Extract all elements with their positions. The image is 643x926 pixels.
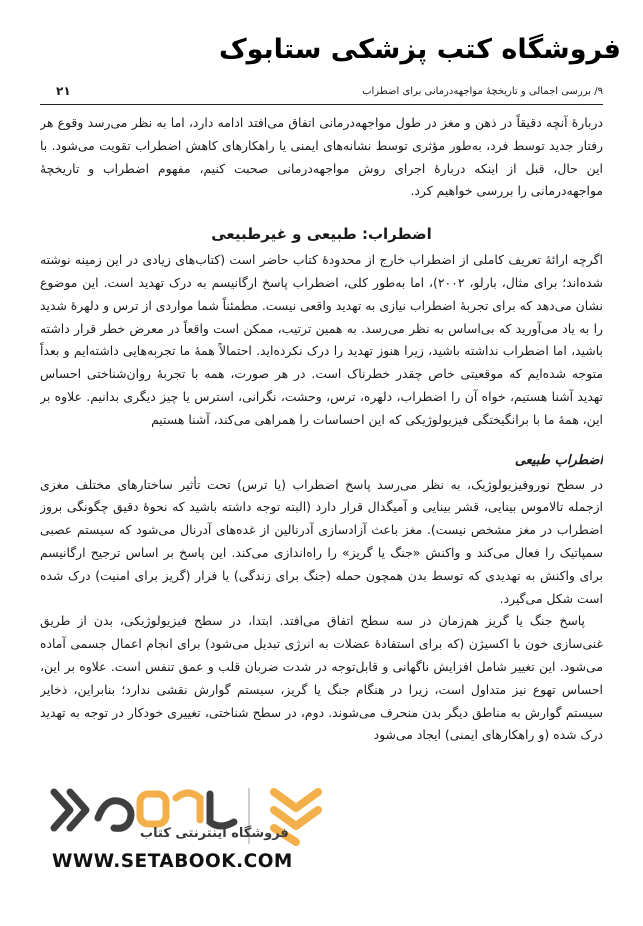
page-number: ۲۱ <box>56 84 71 98</box>
subsection-paragraph-1: در سطح نوروفیزیولوژیک، به نظر می‌رسد پاسخ اضطراب (یا ترس) تحت تأثیر ساختارهای مختلف مغزی ازجمله تالاموس بینایی، قشر بینایی و آمیگدال قرار دارد (البته توجه داشته باشید که نحوۀ دقیق چگونگی بروز اضطراب در مغز مشخص نیست). مغز باعث آزادسازی آدرنالین از غده‌های آدرنال می‌شود که سیستم عصبی سمپاتیک را فعال می‌کند و واکنش «جنگ یا گریز» را راه‌اندازی می‌کند. این پاسخ بر اساس ترجیح ارگانیسم برای واکنش به تهدیدی که توسط بدن همچون حمله (جنگ برای زندگی) یا فرار (گریز برای امنیت) درک شده است شکل می‌گیرد. <box>40 476 603 606</box>
page-body <box>40 112 603 756</box>
store-title: فروشگاه کتب پزشکی ستابوک <box>218 34 621 65</box>
chapter-title: ۹/ بررسی اجمالی و تاریخچۀ مواجهه‌درمانی برای اضطراب <box>362 86 603 97</box>
site-url: WWW.SETABOOK.COM <box>52 851 293 872</box>
section-heading: اضطراب: طبیعی و غیرطبیعی <box>211 225 432 244</box>
running-header <box>40 84 603 105</box>
setabook-watermark <box>48 780 608 852</box>
subsection-paragraph-2: پاسخ جنگ یا گریز هم‌زمان در سه سطح اتفاق می‌افتد. ابتدا، در سطح فیزیولوژیکی، بدن از طریق غنی‌سازی خون با اکسیژن (که برای استفادۀ عضلات به انرژی تبدیل می‌شود) برای انجام اعمال جسمی آماده می‌شود. این تغییر شامل افزایش ناگهانی و قابل‌توجه در شدت ضربان قلب و عمق تنفس است. علاوه بر این، احساس تهوع نیز متداول است، زیرا در هنگام جنگ یا گریز، سیستم گوارش نقشی ندارد؛ بنابراین، ذخایر سیستم گوارش به مناطق دیگر بدن منحرف می‌شوند. دوم، در سطح شناختی، تغییری خودکار در توجه به تهدید درک شده (و راهکارهای ایمنی) ایجاد می‌شود <box>40 613 603 743</box>
intro-paragraph: دربارۀ آنچه دقیقاً در ذهن و مغز در طول مواجهه‌درمانی اتفاق می‌افتد ادامه دارد، اما به نظر می‌رسد وقوع هر رفتار جدید توسط فرد، به‌طور مؤثری توسط نشانه‌های ایمنی یا راهکارهای کاهش اضطراب تقویت می‌شود. با این حال، قبل از اینکه دربارۀ اجرای روش مواجهه‌درمانی صحبت کنیم، مفهوم اضطراب و تاریخچۀ مواجهه‌درمانی را بررسی خواهیم کرد. <box>40 115 603 199</box>
subsection-heading: اضطراب طبیعی <box>514 452 603 468</box>
section-paragraph: اگرچه ارائۀ تعریف کاملی از اضطراب خارج از محدودۀ کتاب حاضر است (کتاب‌های زیادی در این زمینه نوشته شده‌اند؛ برای مثال، بارلو، ۲۰۰۲)، اما به‌طور کلی، اضطراب پاسخ ارگانیسم به درک تهدید است. این موضوع نشان می‌دهد که برای تجربۀ اضطراب نیازی به تهدید واقعی نیست. مطمئناً شما مواردی از ترس و دلهرۀ شدید را به یاد می‌آورید که بی‌اساس به نظر می‌رسد. به همین ترتیب، ممکن است واقعاً در معرض خطر قرار داشته باشید، اما اضطراب نداشته باشید، زیرا هنوز تهدید را درک نکرده‌اید. احتمالاً همۀ ما تجربه‌هایی داشته‌ایم و بعداً متوجه شده‌ایم که موقعیتی خاص چقدر خطرناک است. در هر صورت، همه با تجربۀ روان‌شناختی احساس تهدید آشنا هستیم، خواه آن را اضطراب، دلهره، ترس، وحشت، نگرانی، استرس یا چیز دیگری بدانیم. علاوه بر این، همۀ ما با برانگیختگی فیزیولوژیکی که این احساسات را همراهی می‌کند، آشنا هستیم <box>40 252 603 427</box>
watermark-subtitle: فروشگاه اینترنتی کتاب <box>140 826 289 841</box>
